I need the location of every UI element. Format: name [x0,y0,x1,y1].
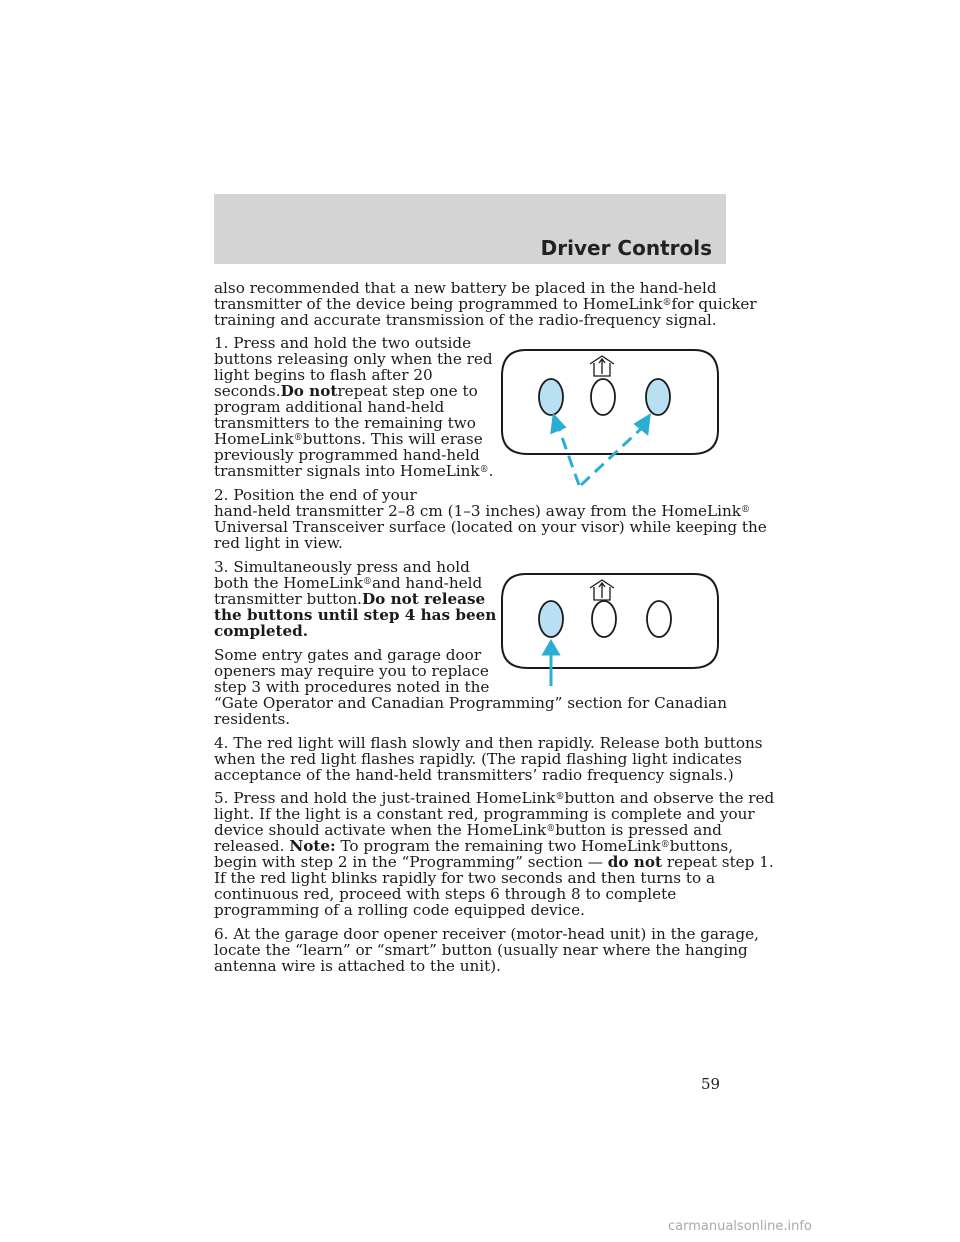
step2-line-1: 2. Position the end of your [214,486,417,504]
step1-line-8: previously programmed hand-held [214,446,480,464]
step4-line-2: when the red light flashes rapidly. (The rapid flashing light indicates [214,750,742,768]
homelink-button-center [591,379,615,415]
step2-line-2: hand-held transmitter 2–8 cm (1–3 inches) away from the HomeLink® [214,502,750,520]
house-arrow-icon [590,580,614,600]
homelink-figure-one-button [496,568,724,688]
section-header [214,194,726,264]
step3-line-1: 3. Simultaneously press and hold [214,558,470,576]
step1-line-6: transmitters to the remaining two [214,414,476,432]
step6-line-3: antenna wire is attached to the unit). [214,957,501,975]
step3-line-2: both the HomeLink®and hand-held [214,574,483,592]
homelink-button-left [539,601,563,637]
homelink-figure-two-buttons [496,340,724,500]
house-arrow-icon [590,356,614,376]
homelink-button-left [539,379,563,415]
step4-line-1: 4. The red light will flash slowly and then rapidly. Release both buttons [214,734,763,752]
intro-line-1: also recommended that a new battery be placed in the hand-held [214,279,717,297]
homelink-button-right [646,379,670,415]
solid-arrow [544,642,558,686]
note-line-3: step 3 with procedures noted in the [214,678,490,696]
note-line-4: “Gate Operator and Canadian Programming” section for Canadian [214,694,728,712]
step1-line-2: buttons releasing only when the red [214,350,493,368]
note-line-2: openers may require you to replace [214,662,489,680]
section-title: Driver Controls [540,236,712,260]
step5-line-6: If the red light blinks rapidly for two seconds and then turns to a [214,869,716,887]
step1-line-9: transmitter signals into HomeLink®. [214,462,494,480]
step1-line-3: light begins to flash after 20 [214,366,433,384]
step3-line-4: the buttons until step 4 has been [214,606,497,624]
note-line-1: Some entry gates and garage door [214,646,482,664]
step2-line-4: red light in view. [214,534,343,552]
step5-line-2: light. If the light is a constant red, programming is complete and your [214,805,755,823]
intro-line-2: transmitter of the device being programmed to HomeLink®for quicker [214,295,757,313]
step2-line-3: Universal Transceiver surface (located on your visor) while keeping the [214,518,767,536]
step5-line-1: 5. Press and hold the just-trained HomeLink®button and observe the red [214,789,775,807]
step3-line-3: transmitter button.Do not release [214,590,486,608]
step5-line-5: begin with step 2 in the “Programming” section — do not repeat step 1. [214,853,774,871]
step6-line-2: locate the “learn” or “smart” button (usually near where the hanging [214,941,748,959]
homelink-button-center [592,601,616,637]
step4-line-3: acceptance of the hand-held transmitters’ radio frequency signals.) [214,766,734,784]
note-line-5: residents. [214,710,291,728]
step1-line-7: HomeLink®buttons. This will erase [214,430,483,448]
step1-line-4: seconds.Do notrepeat step one to [214,382,478,400]
watermark: carmanualsonline.info [668,1219,812,1234]
step3-line-5: completed. [214,622,309,640]
intro-line-3: training and accurate transmission of the radio-frequency signal. [214,311,717,329]
dashed-arrows [552,416,649,485]
page-number: 59 [701,1075,721,1093]
step5-line-3: device should activate when the HomeLink®button is pressed and [214,821,722,839]
step6-line-1: 6. At the garage door opener receiver (motor-head unit) in the garage, [214,925,759,943]
step1-line-1: 1. Press and hold the two outside [214,334,472,352]
step5-line-4: released. Note: To program the remaining two HomeLink®buttons, [214,837,734,855]
homelink-button-right [647,601,671,637]
step5-line-7: continuous red, proceed with steps 6 through 8 to complete [214,885,677,903]
step5-line-8: programming of a rolling code equipped device. [214,901,585,919]
step1-line-5: program additional hand-held [214,398,445,416]
